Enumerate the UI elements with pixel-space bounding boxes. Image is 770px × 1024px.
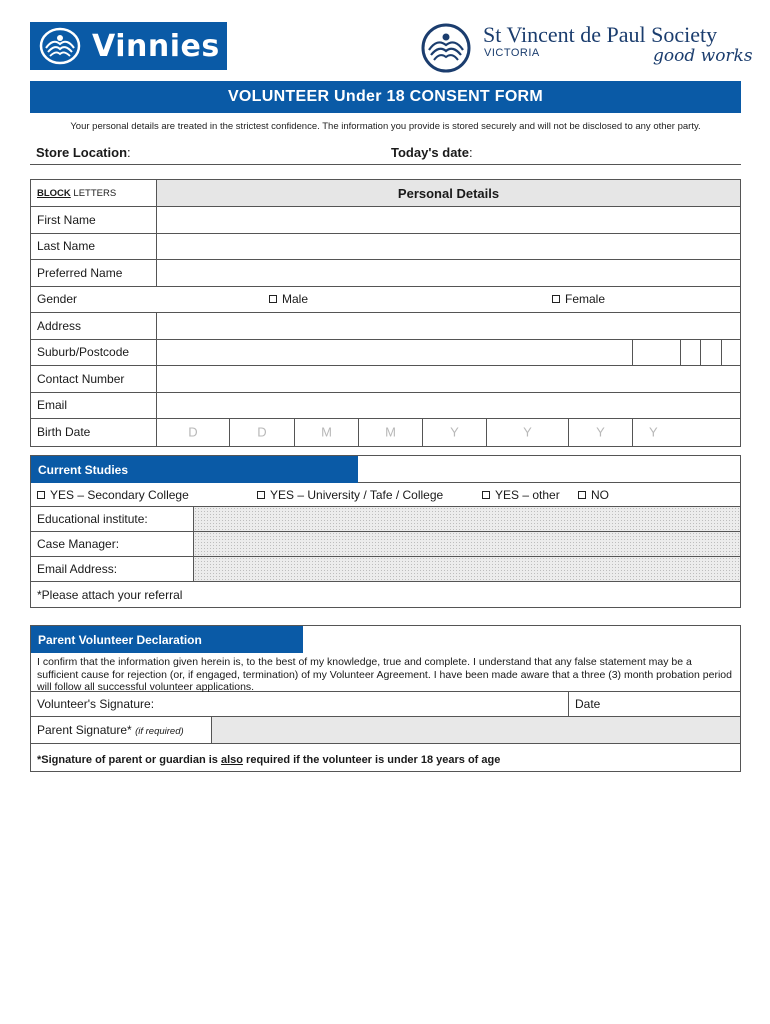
first-name-row	[31, 207, 740, 234]
personal-details-table	[30, 179, 741, 447]
gender-male-option[interactable]: Male	[269, 292, 308, 306]
studies-email-label: Email Address:	[37, 562, 118, 576]
todays-date-label: Today's date	[391, 145, 469, 160]
address-input[interactable]	[156, 313, 740, 339]
suburb-postcode-label: Suburb/Postcode	[37, 345, 130, 360]
studies-options-row	[31, 483, 740, 507]
hands-emblem-icon	[38, 26, 82, 66]
address-label: Address	[37, 318, 82, 333]
suburb-postcode-row	[31, 340, 740, 367]
university-checkbox-icon[interactable]	[257, 491, 265, 499]
birth-year-2-input[interactable]: Y	[486, 419, 568, 446]
studies-other-option[interactable]: YES – other	[482, 488, 560, 502]
female-checkbox-icon[interactable]	[552, 295, 560, 303]
postcode-digit-3[interactable]	[700, 340, 721, 366]
birth-year-1-input[interactable]: Y	[422, 419, 486, 446]
org-tagline: good works	[653, 46, 753, 66]
guardian-note-row	[31, 744, 740, 771]
birth-day-2-input[interactable]: D	[229, 419, 294, 446]
email-row	[31, 393, 740, 420]
secondary-checkbox-icon[interactable]	[37, 491, 45, 499]
preferred-name-input[interactable]	[156, 260, 740, 286]
birth-date-row	[31, 419, 740, 446]
attach-referral-note: *Please attach your referral	[37, 587, 183, 602]
signature-date-field[interactable]	[568, 692, 740, 716]
guardian-signature-note: *Signature of parent or guardian is also required if the volunteer is under 18 years of age	[37, 754, 501, 766]
declaration-text-row	[31, 653, 740, 692]
birth-month-2-input[interactable]: M	[358, 419, 422, 446]
contact-number-label: Contact Number	[37, 371, 125, 386]
studies-no-option[interactable]: NO	[578, 488, 609, 502]
declaration-text: I confirm that the information given herein is, to the best of my knowledge, true and complete. I understand that any false statement may be a sufficient cause for rejection (or, if engaged, termination) of my Volunteer Agreement. I have been made aware that a three (3) month probation period will follow all successful volunteer applications.	[37, 656, 732, 693]
volunteer-signature-label: Volunteer's Signature:	[37, 697, 155, 711]
vinnies-logo	[30, 22, 227, 70]
studies-secondary-option[interactable]: YES – Secondary College	[37, 488, 189, 502]
no-checkbox-icon[interactable]	[578, 491, 586, 499]
birth-date-label: Birth Date	[37, 425, 91, 440]
parent-signature-label: Parent Signature* (if required)	[37, 723, 184, 737]
contact-number-row	[31, 366, 740, 393]
preferred-name-row	[31, 260, 740, 287]
last-name-row	[31, 234, 740, 261]
current-studies-header	[31, 456, 740, 483]
studies-university-option[interactable]: YES – University / Tafe / College	[257, 488, 443, 502]
postcode-digit-4[interactable]	[721, 340, 741, 366]
educational-institute-row	[31, 507, 740, 532]
declaration-title: Parent Volunteer Declaration	[31, 626, 303, 653]
gender-label: Gender	[37, 292, 78, 307]
contact-number-input[interactable]	[156, 366, 740, 392]
birth-year-3-input[interactable]: Y	[568, 419, 632, 446]
birth-year-4-input[interactable]: Y	[632, 419, 741, 446]
signature-date-label: Date	[575, 697, 601, 711]
page-header	[0, 0, 770, 80]
form-title: VOLUNTEER Under 18 CONSENT FORM	[30, 81, 741, 113]
current-studies-table	[30, 455, 741, 608]
gender-row	[31, 287, 740, 314]
store-location-label: Store Location	[36, 145, 128, 160]
email-input[interactable]	[156, 393, 740, 419]
declaration-header	[31, 626, 740, 653]
block-letters-note: BLOCK LETTERS	[37, 188, 117, 199]
personal-details-title: Personal Details	[156, 180, 740, 206]
last-name-label: Last Name	[37, 239, 96, 254]
educational-institute-label: Educational institute:	[37, 512, 148, 526]
educational-institute-input[interactable]	[193, 507, 740, 531]
gender-female-option[interactable]: Female	[552, 292, 605, 306]
preferred-name-label: Preferred Name	[37, 265, 123, 280]
current-studies-title: Current Studies	[31, 456, 358, 483]
org-state: VICTORIA	[484, 47, 540, 59]
store-location-field[interactable]: Store Location:	[36, 145, 131, 160]
email-label: Email	[37, 398, 68, 413]
case-manager-row	[31, 532, 740, 557]
address-row	[31, 313, 740, 340]
store-date-row	[30, 143, 741, 165]
postcode-digit-1[interactable]	[632, 340, 680, 366]
first-name-input[interactable]	[156, 207, 740, 233]
last-name-input[interactable]	[156, 234, 740, 260]
parent-signature-row	[31, 717, 740, 744]
svdp-logo	[420, 20, 753, 80]
postcode-digit-2[interactable]	[680, 340, 700, 366]
studies-email-input[interactable]	[193, 557, 740, 581]
personal-details-header	[31, 180, 740, 207]
other-checkbox-icon[interactable]	[482, 491, 490, 499]
privacy-note: Your personal details are treated in the strictest confidence. The information you provide is stored securely and will not be disclosed to any other party.	[70, 121, 701, 132]
first-name-label: First Name	[37, 212, 96, 227]
case-manager-input[interactable]	[193, 532, 740, 556]
birth-day-1-input[interactable]: D	[156, 419, 229, 446]
volunteer-signature-row	[31, 692, 740, 717]
todays-date-field[interactable]: Today's date:	[391, 145, 473, 160]
parent-declaration-table	[30, 625, 741, 772]
svdp-emblem-icon	[420, 22, 472, 74]
male-checkbox-icon[interactable]	[269, 295, 277, 303]
vinnies-logo-text: Vinnies	[92, 28, 220, 64]
org-name: St Vincent de Paul Society	[483, 22, 718, 47]
parent-signature-input[interactable]	[211, 717, 740, 743]
attach-referral-row	[31, 582, 740, 607]
birth-month-1-input[interactable]: M	[294, 419, 358, 446]
studies-email-row	[31, 557, 740, 582]
case-manager-label: Case Manager:	[37, 537, 120, 551]
